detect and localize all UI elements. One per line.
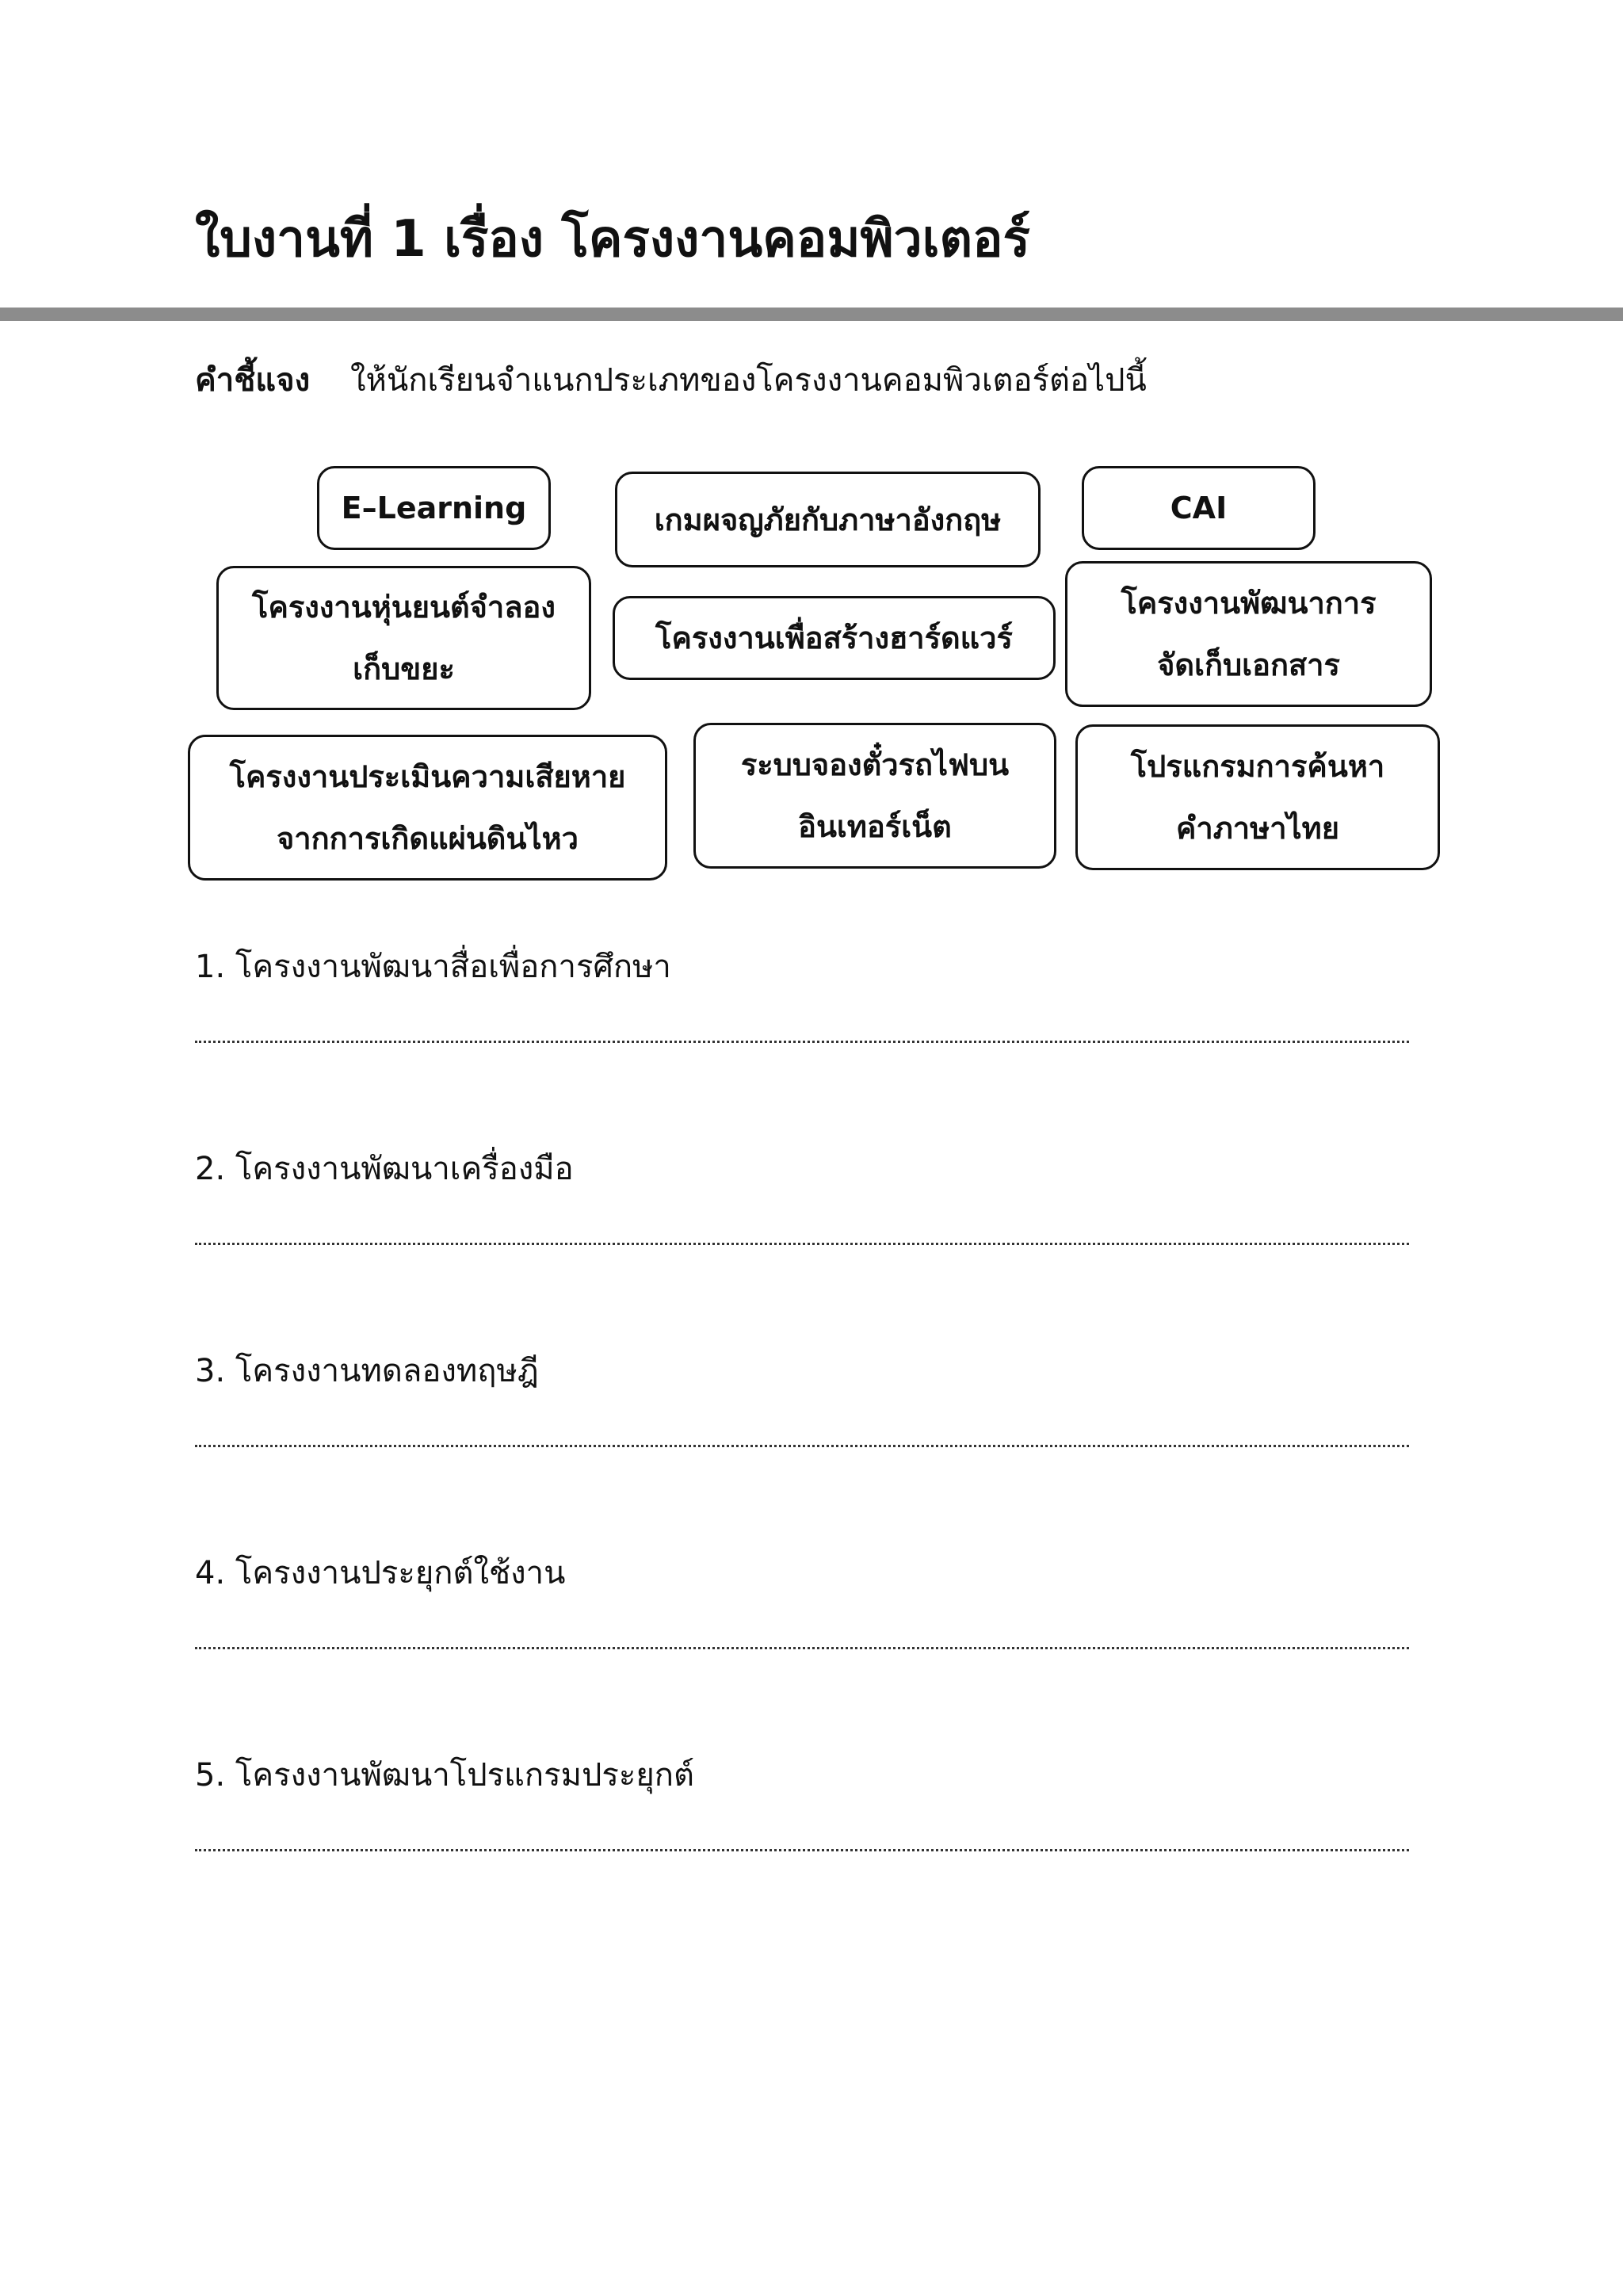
question-2-answer-line[interactable]: [195, 1243, 1409, 1245]
question-5-label: 5. โครงงานพัฒนาโปรแกรมประยุกต์: [195, 1757, 694, 1794]
option-line: ระบบจองตั๋วรถไฟบน: [740, 747, 1010, 782]
option-line: จากการเกิดแผ่นดินไหว: [277, 821, 579, 856]
question-4-answer-line[interactable]: [195, 1647, 1409, 1649]
option-box-text: [1170, 477, 1227, 539]
header-divider: [0, 308, 1623, 321]
option-line: จัดเก็บเอกสาร: [1157, 648, 1340, 682]
option-box-document-storage: [1065, 561, 1432, 707]
option-line: คำภาษาไทย: [1176, 811, 1339, 846]
option-line: CAI: [1170, 491, 1228, 525]
instruction-label: คำชี้แจง: [195, 362, 311, 399]
option-line: เก็บขยะ: [353, 651, 455, 686]
option-line: โครงงานหุ่นยนต์จำลอง: [252, 590, 556, 625]
option-box-earthquake-assessment: [188, 735, 667, 881]
question-1-label: 1. โครงงานพัฒนาสื่อเพื่อการศึกษา: [195, 949, 671, 985]
option-line: โปรแกรมการค้นหา: [1130, 749, 1385, 784]
option-box-english-adventure-game: [615, 472, 1041, 567]
option-line: โครงงานประเมินความเสียหาย: [229, 759, 626, 794]
option-box-text: [230, 746, 626, 869]
question-2-label: 2. โครงงานพัฒนาเครื่องมือ: [195, 1151, 574, 1187]
option-line: เกมผจญภัยกับภาษาอังกฤษ: [654, 502, 1002, 537]
question-3-label: 3. โครงงานทดลองทฤษฎี: [195, 1353, 539, 1389]
option-line: โครงงานเพื่อสร้างฮาร์ดแวร์: [655, 621, 1013, 655]
instruction: [195, 358, 1147, 403]
question-4-label: 4. โครงงานประยุกต์ใช้งาน: [195, 1555, 566, 1591]
question-5-answer-line[interactable]: [195, 1849, 1409, 1851]
option-box-text: [1131, 735, 1384, 859]
option-box-text: [655, 489, 1002, 551]
question-3-answer-line[interactable]: [195, 1445, 1409, 1447]
option-box-text: [1121, 572, 1376, 696]
option-box-text: [252, 576, 556, 700]
option-line: E–Learning: [341, 491, 527, 525]
option-box-train-booking: [693, 723, 1056, 869]
option-box-garbage-robot: [216, 566, 591, 710]
option-line: โครงงานพัฒนาการ: [1121, 586, 1377, 621]
option-box-e-learning: [317, 466, 551, 550]
instruction-text: ให้นักเรียนจำแนกประเภทของโครงงานคอมพิวเตอร์ต่อไปนี้: [350, 362, 1147, 399]
option-box-text: [741, 734, 1009, 858]
page-title: ใบงานที่ 1 เรื่อง โครงงานคอมพิวเตอร์: [195, 210, 1030, 269]
option-box-hardware-project: [613, 596, 1056, 680]
option-box-cai: [1082, 466, 1316, 550]
option-box-thai-word-search: [1075, 724, 1440, 870]
option-line: อินเทอร์เน็ต: [798, 809, 952, 844]
option-box-text: [655, 607, 1013, 669]
option-box-text: [342, 477, 527, 539]
question-1-answer-line[interactable]: [195, 1041, 1409, 1043]
